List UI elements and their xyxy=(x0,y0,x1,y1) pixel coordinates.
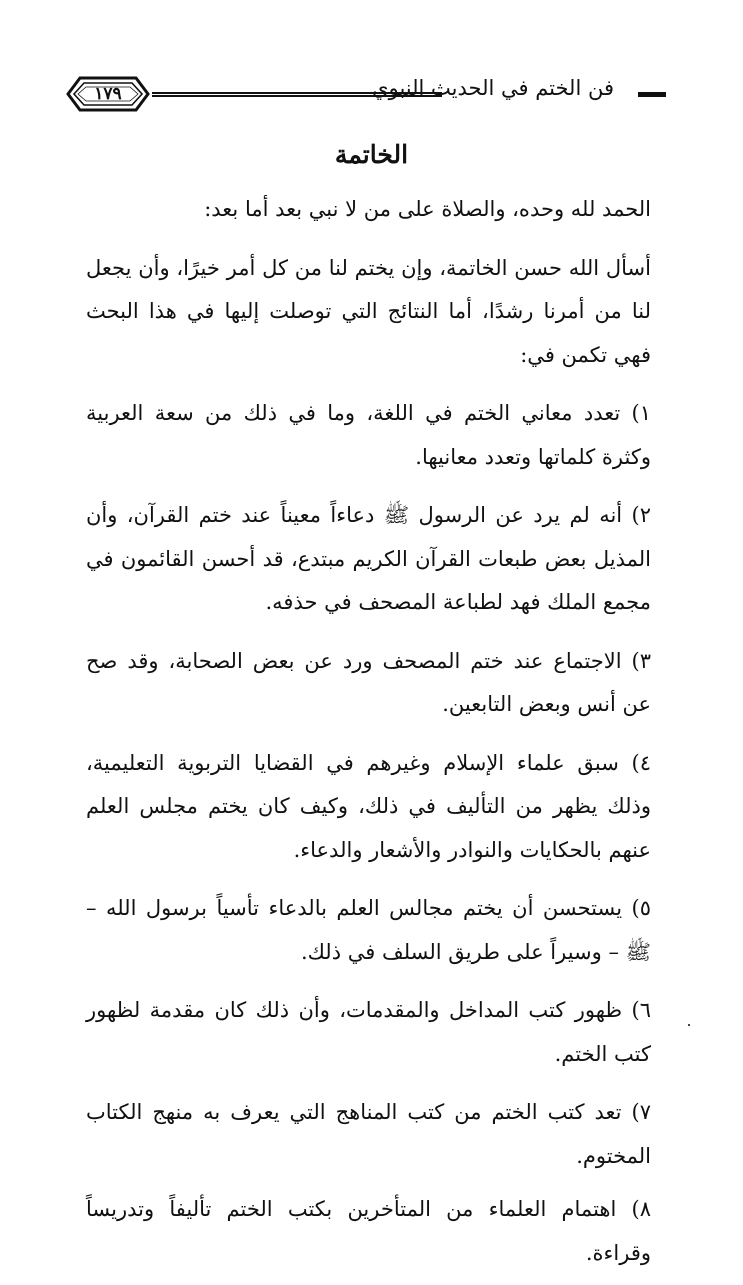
body-text xyxy=(86,188,651,1285)
finding-5: ٥) يستحسن أن يختم مجالس العلم بالدعاء تأسياً برسول الله – ﷺ – وسيراً على طريق السلف في ذلك. xyxy=(86,896,651,964)
finding-8: ٨) اهتمام العلماء من المتأخرين بكتب الختم تأليفاً وتدريساً وقراءة. xyxy=(86,1197,651,1265)
header-dash xyxy=(638,92,666,97)
intro-paragraph: أسأل الله حسن الخاتمة، وإن يختم لنا من كل أمر خيرًا، وأن يجعل لنا من أمرنا رشدًا، أما النتائج التي توصلت إليها في هذا البحث فهي تكمن في: xyxy=(86,255,651,367)
finding-7: ٧) تعد كتب الختم من كتب المناهج التي يعرف به منهج الكتاب المختوم. xyxy=(86,1100,651,1168)
header-rule xyxy=(152,92,442,97)
page-number: ١٧٩ xyxy=(94,84,122,104)
section-heading: الخاتمة xyxy=(334,140,409,169)
book-title: فن الختم في الحديث النبوي xyxy=(372,76,614,100)
finding-1: ١) تعدد معاني الختم في اللغة، وما في ذلك من سعة العربية وكثرة كلماتها وتعدد معانيها. xyxy=(86,401,651,469)
page-number-badge xyxy=(66,72,150,116)
finding-4: ٤) سبق علماء الإسلام وغيرهم في القضايا التربوية التعليمية، وذلك يظهر من التأليف في ذلك، وكيف كان يختم مجلس العلم عنهم بالحكايات والنوادر والأشعار والدعاء. xyxy=(86,750,651,862)
print-speck xyxy=(688,1024,690,1026)
finding-3: ٣) الاجتماع عند ختم المصحف ورد عن بعض الصحابة، وقد صح عن أنس وبعض التابعين. xyxy=(86,648,651,716)
running-header xyxy=(66,68,666,120)
finding-6: ٦) ظهور كتب المداخل والمقدمات، وأن ذلك كان مقدمة لظهور كتب الختم. xyxy=(86,998,651,1066)
finding-2: ٢) أنه لم يرد عن الرسول ﷺ دعاءاً معيناً عند ختم القرآن، وأن المذيل بعض طبعات القرآن الكريم مبتدع، قد أحسن القائمون في مجمع الملك فهد لطباعة المصحف في حذفه. xyxy=(86,503,651,614)
opening-paragraph: الحمد لله وحده، والصلاة على من لا نبي بعد أما بعد: xyxy=(204,197,651,221)
